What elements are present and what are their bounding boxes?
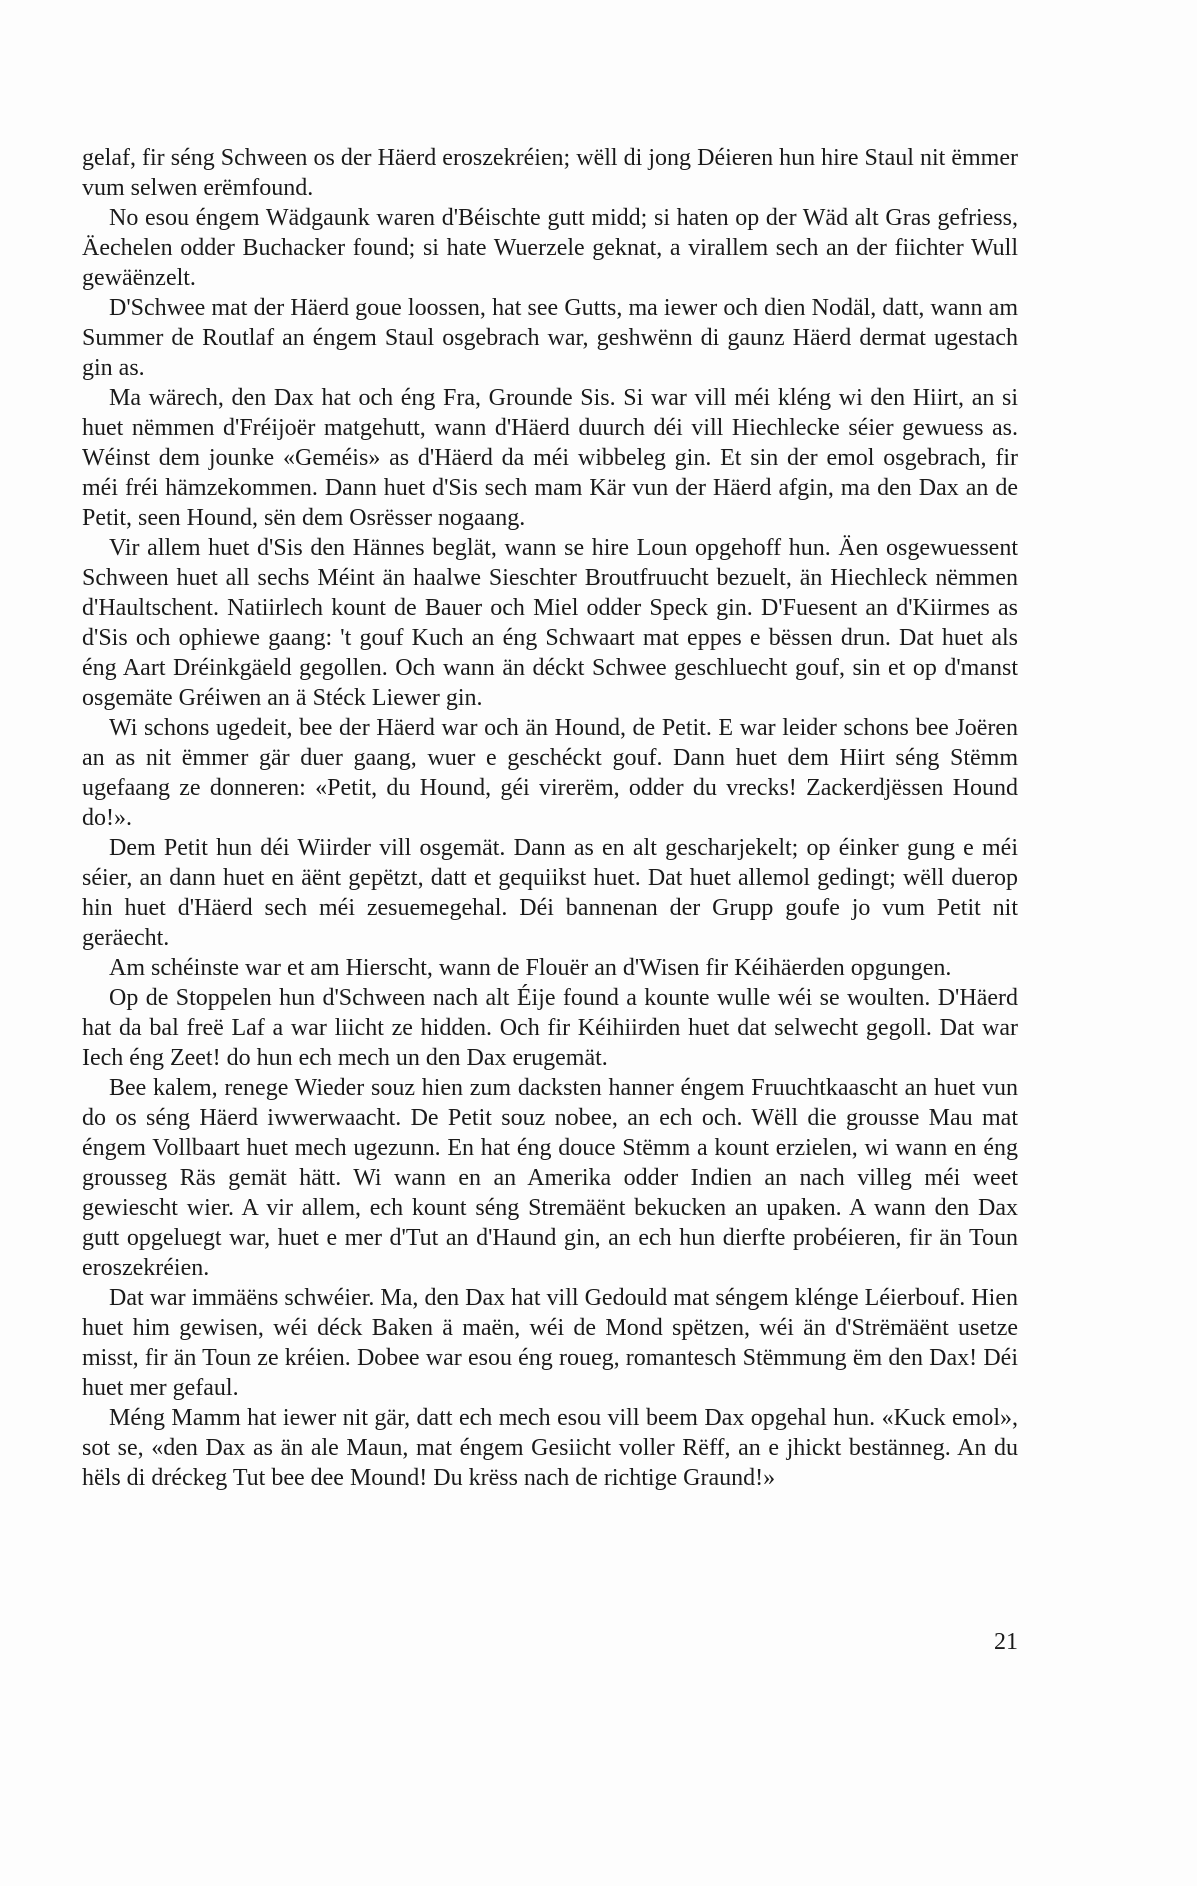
paragraph-8: Am schéinste war et am Hierscht, wann de Flouër an d'Wisen fir Kéihäerden opgungen. — [109, 955, 952, 981]
paragraph-10: Bee kalem, renege Wieder souz hien zum dacksten hanner éngem Fruuchtkaascht an huet vun do os séng Häerd iwwerwaacht. De Petit souz nobee, an ech och. Wëll die grousse Mau mat éngem Vollbaart huet mech ugezunn. En hat éng douce Stëmm a kount erzielen, wi wann en éng grousseg Räs gemät hätt. Wi wann en an Amerika odder Indien an nach villeg méi weet gewiescht wier. A vir allem, ech kount séng Stremäënt bekucken an upaken. A wann den Dax gutt opgeluegt war, huet e mer d'Tut an d'Haund gin, an ech hun dierfte probéieren, fir än Toun eroszekréien. — [82, 1075, 1018, 1281]
paragraph-3: D'Schwee mat der Häerd goue loossen, hat see Gutts, ma iewer och dien Nodäl, datt, wann am Summer de Routlaf an éngem Staul osgebrach war, geshwënn di gaunz Häerd dermat ugestach gin as. — [82, 295, 1018, 381]
paragraph-12: Méng Mamm hat iewer nit gär, datt ech mech esou vill beem Dax opgehal hun. «Kuck emol», sot se, «den Dax as än ale Maun, mat éngem Gesiicht voller Rëff, an e jhickt bestänneg. An du hëls di dréckeg Tut bee dee Mound! Du krëss nach de richtige Graund!» — [82, 1405, 1018, 1491]
paragraph-7: Dem Petit hun déi Wiirder vill osgemät. Dann as en alt gescharjekelt; op éinker gung e méi séier, an dann huet en äënt gepëtzt, datt et gequiikst huet. Dat huet allemol gedingt; wëll duerop hin huet d'Häerd sech méi zesuemegehal. Déi bannenan der Grupp goufe jo vum Petit nit geräecht. — [82, 835, 1018, 951]
paragraph-11: Dat war immäëns schwéier. Ma, den Dax hat vill Gedould mat séngem kléngе Léierbouf. Hien huet him gewisen, wéi déck Baken ä maën, wéi de Mond spëtzen, wéi än d'Strëmäënt usetze misst, fir än Toun ze kréien. Dobee war esou éng roueg, romantesch Stëmmung ëm den Dax! Déi huet mer gefaul. — [82, 1285, 1018, 1401]
paragraph-4: Ma wärech, den Dax hat och éng Fra, Grounde Sis. Si war vill méi kléng wi den Hiirt, an si huet nëmmen d'Fréijoër matgehutt, wann d'Häerd duurch déi vill Hiechlecke séier gewuess as. Wéinst dem jounke «Geméis» as d'Häerd da méi wibbeleg gin. Et sin der emol osgebrach, fir méi fréi hämzekommen. Dann huet d'Sis sech mam Kär vun der Häerd afgin, ma den Dax an de Petit, seen Hound, sën dem Osrësser nogaang. — [82, 385, 1018, 531]
paragraph-1: gelaf, fir séng Schween os der Häerd eroszekréien; wëll di jong Déieren hun hire Staul nit ëmmer vum selwen erëmfound. — [82, 145, 1018, 201]
paragraph-9: Op de Stoppelen hun d'Schween nach alt Éije found a kounte wulle wéi se woulten. D'Häerd hat da bal freë Laf a war liicht ze hidden. Och fir Kéihiirden huet dat selwecht gegoll. Dat war Iech éng Zeet! do hun ech mech un den Dax erugemät. — [82, 985, 1018, 1071]
paragraph-2: No esou éngem Wädgaunk waren d'Béischte gutt midd; si haten op der Wäd alt Gras gefriess, Äechelen odder Buchacker found; si hate Wuerzele geknat, a virallem sech an der fiichter Wull gewäënzelt. — [82, 205, 1018, 291]
paragraph-6: Wi schons ugedeit, bee der Häerd war och än Hound, de Petit. E war leider schons bee Joëren an as nit ëmmer gär duer gaang, wuer e geschéckt gouf. Dann huet dem Hiirt séng Stëmm ugefaang ze donneren: «Petit, du Hound, géi virerëm, odder du vrecks! Zackerdjëssen Hound do!». — [82, 715, 1018, 831]
body-text — [82, 143, 1018, 1493]
page-number: 21 — [994, 1629, 1018, 1655]
paragraph-5: Vir allem huet d'Sis den Hännes beglät, wann se hire Loun opgehoff hun. Äen osgewuessent Schween huet all sechs Méint än haalwe Sieschter Broutfruucht bezuelt, än Hiechleck nëmmen d'Haultschent. Natiirlech kount de Bauer och Miel odder Speck gin. D'Fuesent an d'Kiirmes as d'Sis och ophiewe gaang: 't gouf Kuch an éng Schwaart mat eppes e bëssen drun. Dat huet als éng Aart Dréinkgäeld gegollen. Och wann än déckt Schwee geschluecht gouf, sin et op d'manst osgemäte Gréiwen an ä Stéck Liewer gin. — [82, 535, 1018, 711]
